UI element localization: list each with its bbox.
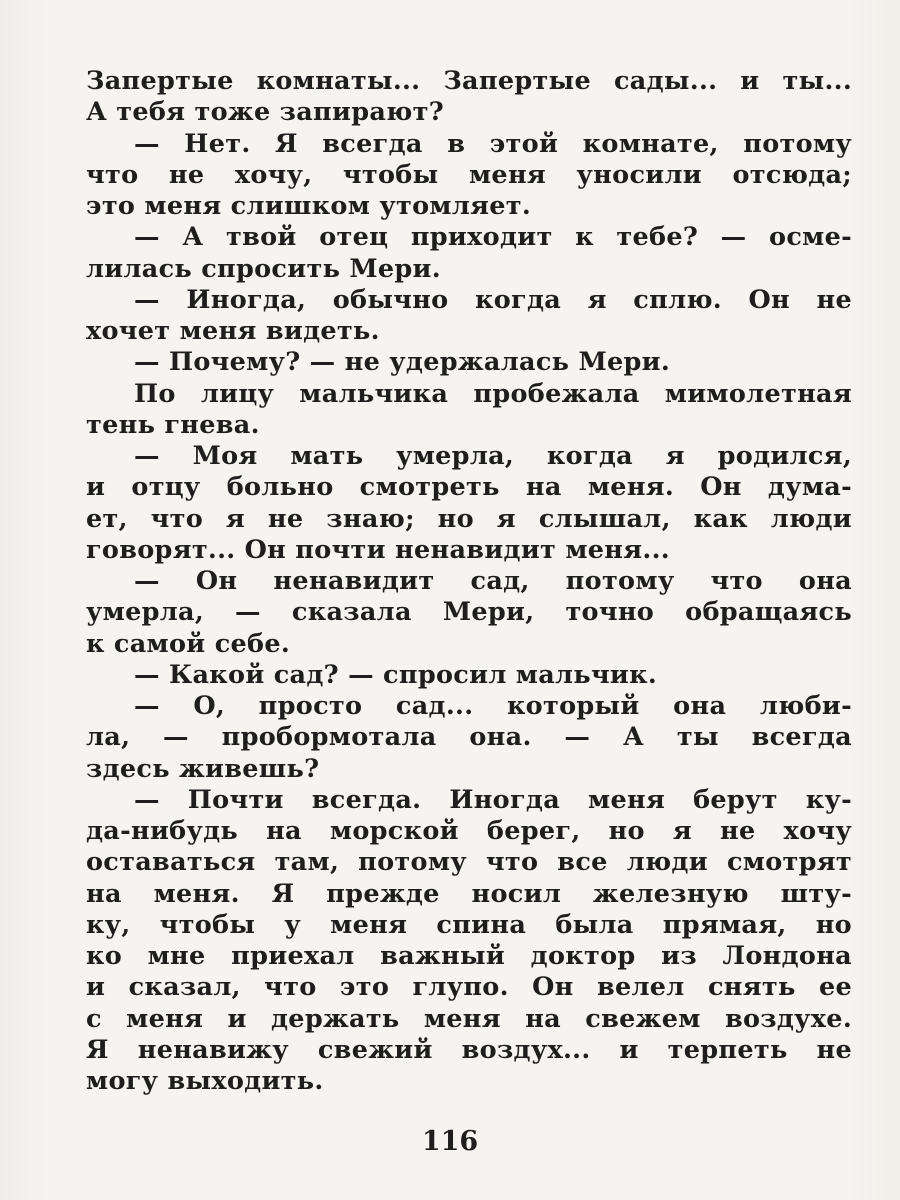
text-line: — Он ненавидит сад, потому что она (134, 566, 852, 596)
text-line: ко мне приехал важный доктор из Лондона (86, 941, 852, 971)
text-line: А тебя тоже запирают? (86, 97, 444, 128)
text-line: да-нибудь на морской берег, но я не хочу (86, 816, 852, 846)
text-line: это меня слишком утомляет. (86, 191, 532, 221)
text-line: здесь живешь? (86, 753, 320, 784)
text-line: — Нет. Я всегда в этой комнате, потому (134, 128, 852, 159)
text-line: лилась спросить Мери. (86, 253, 441, 284)
text-line: — Моя мать умерла, когда я родился, (134, 441, 852, 471)
text-line: оставаться там, потому что все люди смотрят (86, 847, 852, 878)
text-line: — Иногда, обычно когда я сплю. Он не (134, 284, 852, 315)
text-line: Запертые комнаты... Запертые сады... и ты... (86, 66, 852, 96)
text-line: — Почему? — не удержалась Мери. (134, 347, 671, 378)
text-line: на меня. Я прежде носил железную шту- (86, 878, 852, 909)
text-line: — Почти всегда. Иногда меня берут ку- (134, 784, 852, 815)
text-line: умерла, — сказала Мери, точно обращаясь (86, 597, 852, 628)
text-line: — Какой сад? — спросил мальчик. (134, 659, 658, 690)
text-line: тень гнева. (86, 409, 260, 440)
text-line: хочет меня видеть. (86, 316, 380, 346)
text-line: ет, что я не знаю; но я слышал, как люди (86, 503, 852, 534)
page-number: 116 (421, 1126, 479, 1157)
text-line: и отцу больно смотреть на меня. Он дума- (86, 472, 852, 503)
text-line: и сказал, что это глупо. Он велел снять ее (86, 972, 852, 1003)
text-line: что не хочу, чтобы меня уносили отсюда; (86, 159, 852, 190)
text-line: к самой себе. (86, 628, 291, 659)
text-line: с меня и держать меня на свежем воздухе. (86, 1003, 852, 1034)
text-line: ла, — пробормотала она. — А ты всегда (86, 722, 852, 753)
text-line: — О, просто сад... который она люби- (134, 691, 852, 721)
text-line: По лицу мальчика пробежала мимолетная (134, 378, 852, 409)
text-line: ку, чтобы у меня спина была прямая, но (86, 909, 852, 940)
text-line: могу выходить. (86, 1066, 324, 1096)
body-text (86, 66, 852, 1097)
text-line: говорят... Он почти ненавидит меня... (86, 534, 670, 565)
text-line: — А твой отец приходит к тебе? — осме- (134, 222, 852, 253)
text-line: Я ненавижу свежий воздух... и терпеть не (86, 1034, 852, 1065)
